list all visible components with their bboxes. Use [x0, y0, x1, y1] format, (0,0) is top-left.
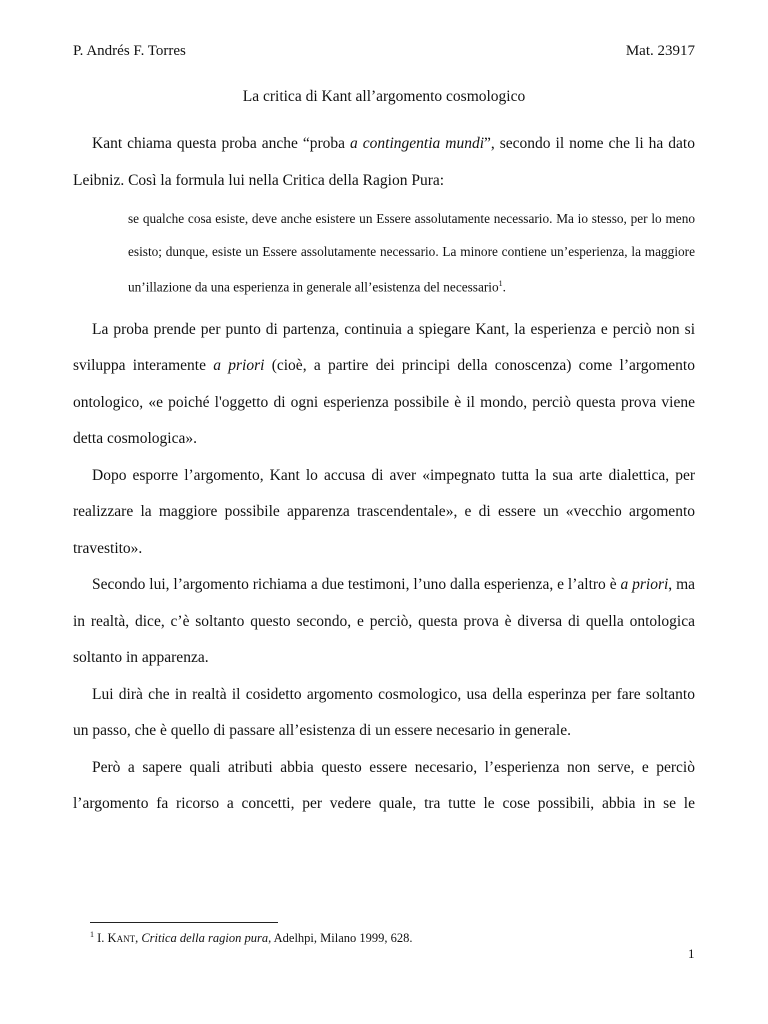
- paragraph-1-text-a: Kant chiama questa proba anche “proba: [92, 135, 351, 152]
- footnote-separator: [90, 922, 278, 923]
- student-id: Mat. 23917: [625, 43, 695, 59]
- paragraph-2-text-c: (cioè, a partire dei principi della conoscenza) come l’argomento ontologico, «e poiché l'oggetto di ogni esperienza possibile è il mondo, perciò questa prova viene detta cosmologica».: [73, 357, 695, 448]
- footnote-work-title: Critica della ragion pura: [141, 931, 269, 946]
- footnote-number: 1: [90, 930, 94, 939]
- block-quote: [128, 203, 695, 304]
- footnote: [90, 930, 413, 946]
- paragraph-2-italic: a priori: [213, 357, 265, 375]
- paragraph-4-italic: a priori: [620, 576, 669, 594]
- paragraph-1: [73, 126, 695, 199]
- paragraph-1-text-c: ”, secondo il nome che li ha dato Leibniz. Così la formula lui nella Critica della Ragion Pura:: [73, 135, 695, 189]
- author-name: P. Andrés F. Torres: [73, 43, 186, 59]
- footnote-publication: , Adelhpi, Milano 1999, 628.: [268, 931, 413, 946]
- footnote-author-initial: I.: [97, 931, 108, 946]
- paragraph-1-italic: a contingentia mundi: [350, 135, 484, 152]
- footnote-ref[interactable]: 1: [498, 279, 503, 288]
- quote-end: .: [502, 279, 506, 295]
- paragraph-4-text-a: Secondo lui, l’argomento richiama a due testimoni, l’uno dalla esperienza, e l’altro è: [92, 576, 621, 594]
- footnote-separator-text: ,: [135, 931, 142, 946]
- quote-text: se qualche cosa esiste, deve anche esistere un Essere assolutamente necessario. Ma io stesso, per lo meno esisto; dunque, esiste un Essere assolutamente necessario. La minore contiene un’esperienza, la maggiore un’illazione da una esperienza in generale all’esistenza del necessario: [128, 211, 695, 295]
- paragraph-6: Però a sapere quali atributi abbia questo essere necesario, l’esperienza non serve, e perciò l’argomento fa ricorso a concetti, per vedere quale, tra tutte le cose possibili, abbia in se le: [73, 758, 695, 813]
- paragraph-4-text-c: , ma in realtà, dice, c’è soltanto questo secondo, e perciò, questa prova è diversa di quella ontologica soltanto in apparenza.: [73, 576, 695, 667]
- paragraph-2: [73, 312, 695, 458]
- document-title: La critica di Kant all’argomento cosmologico: [242, 88, 526, 105]
- paragraph-4: [73, 567, 695, 677]
- paragraph-3: Dopo esporre l’argomento, Kant lo accusa di aver «impegnato tutta la sua arte dialettica, per realizzare la maggiore possibile apparenza trascendentale», e di essere un «vecchio argomento travestito».: [73, 466, 695, 557]
- page-header: [73, 43, 695, 60]
- footnote-author: Kant: [107, 931, 136, 946]
- paragraph-5: Lui dirà che in realtà il cosidetto argomento cosmologico, usa della esperinza per fare soltanto un passo, che è quello di passare all’esistenza di un essere necesario in generale.: [73, 685, 695, 740]
- body-text: [73, 126, 695, 823]
- block-quote-text: [128, 203, 695, 304]
- paragraph-2-text-a: La proba prende per punto di partenza, continuia a spiegare Kant, la esperienza e perciò non si sviluppa interamente: [73, 320, 695, 375]
- page-number: 1: [688, 946, 695, 961]
